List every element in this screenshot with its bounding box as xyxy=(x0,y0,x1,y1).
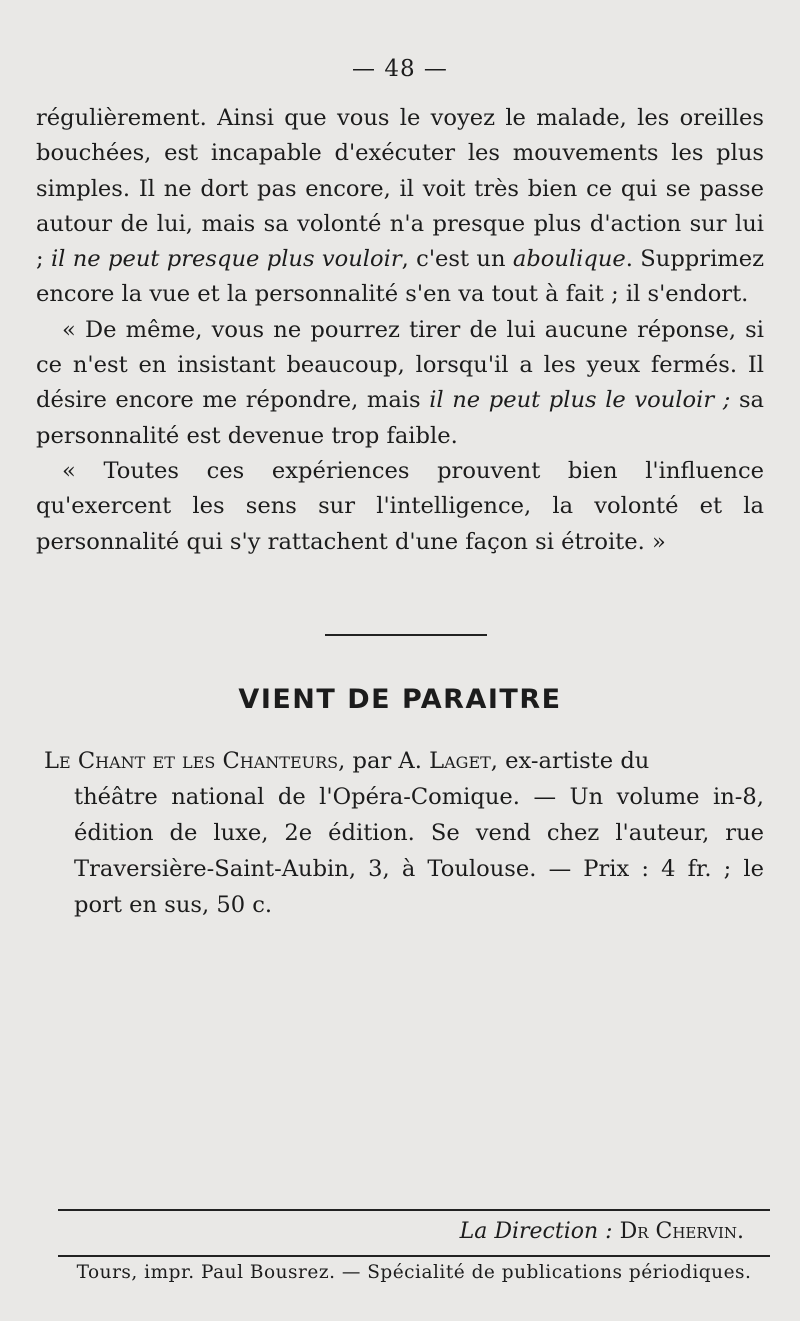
paragraph-1 xyxy=(36,101,764,313)
signature-name: Dr Chervin. xyxy=(619,1219,744,1244)
signature xyxy=(460,1219,744,1244)
paragraph-1-text-b: , c'est un xyxy=(401,246,513,273)
section-title: VIENT DE PARAITRE xyxy=(238,684,562,715)
body-text xyxy=(36,101,764,560)
announcement-by: , par xyxy=(338,748,399,774)
book-author: A. Laget xyxy=(398,748,491,774)
paragraph-3: « Toutes ces expériences prouvent bien l'influence qu'exercent les sens sur l'intelligence, la volonté et la personnalité qui s'y rattachent d'une façon si étroite. » xyxy=(36,457,764,555)
announcement-details: théâtre national de l'Opéra-Comique. — Un volume in-8, édition de luxe, 2e édition. Se vend chez l'auteur, rue Traversière-Saint-Aubin, 3, à Toulouse. — Prix : 4 fr. ; le port en sus, 50 c. xyxy=(74,784,764,918)
paragraph-2-text-a: « De même, vous ne pourrez tirer de lui aucune réponse, si ce n'est en insistant beaucoup, lorsqu'il a les yeux fermés. Il désire encore me répondre, mais xyxy=(36,316,764,414)
book-title: Le Chant et les Chanteurs xyxy=(44,748,339,774)
page-number: — 48 — xyxy=(352,56,448,82)
paragraph-2-text-b: sa personnalité est devenue trop faible. xyxy=(36,387,765,449)
paragraph-1-italic-2: aboulique xyxy=(512,246,626,273)
footer-rule xyxy=(58,1255,770,1257)
paragraph-1-italic-1: il ne peut presque plus vouloir xyxy=(50,246,402,273)
paragraph-1-text-a: régulièrement. Ainsi que vous le voyez le malade, les oreilles bouchées, est incapable d'exécuter les mouvements les plus simples. Il ne dort pas encore, il voit très bien ce qui se passe autour de lui, mais sa volonté n'a presque plus d'action sur lui ; xyxy=(36,105,764,273)
paragraph-2-italic-1: il ne peut plus le vouloir ; xyxy=(429,387,731,414)
announcement-line1-rest: , ex-artiste du xyxy=(490,748,650,774)
section-divider xyxy=(325,634,487,636)
printer-footer: Tours, impr. Paul Bousrez. — Spécialité de publications périodiques. xyxy=(76,1262,752,1283)
signature-top-rule xyxy=(58,1209,770,1211)
paragraph-2 xyxy=(36,313,764,454)
signature-label: La Direction : xyxy=(459,1219,620,1244)
paragraph-1-text-c: . Supprimez encore la vue et la personnalité s'en va tout à fait ; il s'endort. xyxy=(36,246,764,308)
book-announcement xyxy=(44,743,764,923)
